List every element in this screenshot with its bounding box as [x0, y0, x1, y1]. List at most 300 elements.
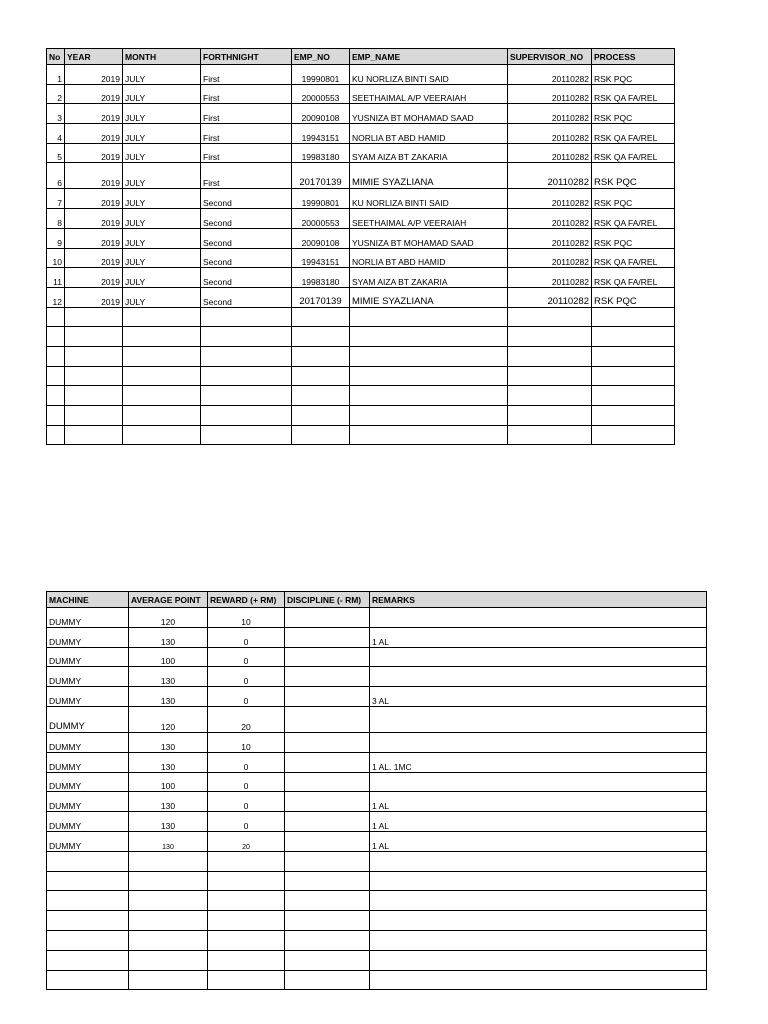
- cell-process: RSK PQC: [592, 104, 675, 124]
- empty-cell: [123, 327, 201, 347]
- empty-row: [47, 950, 707, 970]
- cell-no: 10: [47, 248, 65, 268]
- cell-discipline: [285, 772, 370, 792]
- table-row: [47, 104, 675, 124]
- cell-supervisor-no: 20110282: [508, 65, 592, 85]
- cell-year: 2019: [65, 124, 123, 144]
- header-emp-no: EMP_NO: [292, 49, 350, 65]
- table-row: [47, 812, 707, 832]
- cell-reward: 0: [208, 667, 285, 687]
- cell-emp-no: 19983180: [292, 268, 350, 288]
- empty-cell: [129, 911, 208, 931]
- cell-no: 3: [47, 104, 65, 124]
- cell-month: JULY: [123, 287, 201, 307]
- cell-forthnight: First: [201, 163, 292, 189]
- table-row: [47, 752, 707, 772]
- table-row: [47, 84, 675, 104]
- cell-year: 2019: [65, 209, 123, 229]
- header-month: MONTH: [123, 49, 201, 65]
- table-row: [47, 248, 675, 268]
- cell-remarks: 1 AL: [370, 812, 707, 832]
- cell-no: 4: [47, 124, 65, 144]
- cell-month: JULY: [123, 163, 201, 189]
- empty-cell: [508, 307, 592, 327]
- empty-cell: [208, 911, 285, 931]
- cell-process: RSK PQC: [592, 189, 675, 209]
- cell-month: JULY: [123, 268, 201, 288]
- empty-row: [47, 911, 707, 931]
- cell-discipline: [285, 647, 370, 667]
- cell-process: RSK QA FA/REL: [592, 268, 675, 288]
- cell-no: 9: [47, 228, 65, 248]
- cell-average-point: 130: [129, 831, 208, 851]
- cell-supervisor-no: 20110282: [508, 209, 592, 229]
- cell-remarks: [370, 647, 707, 667]
- cell-year: 2019: [65, 287, 123, 307]
- cell-reward: 0: [208, 687, 285, 707]
- empty-cell: [47, 366, 65, 386]
- cell-process: RSK QA FA/REL: [592, 248, 675, 268]
- empty-cell: [47, 970, 129, 990]
- cell-average-point: 100: [129, 772, 208, 792]
- cell-discipline: [285, 706, 370, 732]
- empty-cell: [47, 950, 129, 970]
- empty-row: [47, 891, 707, 911]
- empty-row: [47, 970, 707, 990]
- table-row: [47, 65, 675, 85]
- empty-cell: [65, 366, 123, 386]
- cell-emp-name: SYAM AIZA BT ZAKARIA: [350, 143, 508, 163]
- cell-machine: DUMMY: [47, 667, 129, 687]
- empty-cell: [208, 950, 285, 970]
- empty-cell: [201, 307, 292, 327]
- empty-row: [47, 406, 675, 426]
- table-row: [47, 608, 707, 628]
- empty-row: [47, 327, 675, 347]
- empty-row: [47, 366, 675, 386]
- cell-year: 2019: [65, 163, 123, 189]
- empty-cell: [292, 366, 350, 386]
- cell-process: RSK QA FA/REL: [592, 84, 675, 104]
- cell-emp-no: 20090108: [292, 228, 350, 248]
- cell-machine: DUMMY: [47, 752, 129, 772]
- cell-remarks: 1 AL: [370, 792, 707, 812]
- cell-reward: 10: [208, 608, 285, 628]
- empty-cell: [370, 970, 707, 990]
- cell-year: 2019: [65, 104, 123, 124]
- cell-average-point: 130: [129, 812, 208, 832]
- table-row: [47, 287, 675, 307]
- cell-no: 6: [47, 163, 65, 189]
- reward-table: [46, 591, 707, 990]
- empty-cell: [47, 406, 65, 426]
- empty-cell: [47, 307, 65, 327]
- empty-cell: [47, 911, 129, 931]
- table-row: [47, 209, 675, 229]
- empty-cell: [370, 950, 707, 970]
- header-supervisor-no: SUPERVISOR_NO: [508, 49, 592, 65]
- cell-supervisor-no: 20110282: [508, 143, 592, 163]
- cell-process: RSK QA FA/REL: [592, 124, 675, 144]
- empty-cell: [508, 386, 592, 406]
- cell-average-point: 120: [129, 706, 208, 732]
- cell-reward: 10: [208, 732, 285, 752]
- cell-emp-name: YUSNIZA BT MOHAMAD SAAD: [350, 228, 508, 248]
- empty-cell: [208, 871, 285, 891]
- empty-cell: [47, 851, 129, 871]
- cell-emp-name: SEETHAIMAL A/P VEERAIAH: [350, 209, 508, 229]
- empty-cell: [47, 386, 65, 406]
- cell-discipline: [285, 792, 370, 812]
- cell-machine: DUMMY: [47, 687, 129, 707]
- cell-emp-no: 19990801: [292, 65, 350, 85]
- table-header-row: [47, 592, 707, 608]
- table-row: [47, 667, 707, 687]
- cell-emp-name: NORLIA BT ABD HAMID: [350, 124, 508, 144]
- cell-process: RSK PQC: [592, 163, 675, 189]
- empty-row: [47, 871, 707, 891]
- empty-cell: [47, 930, 129, 950]
- cell-month: JULY: [123, 189, 201, 209]
- table-row: [47, 772, 707, 792]
- empty-cell: [592, 406, 675, 426]
- cell-forthnight: Second: [201, 209, 292, 229]
- empty-cell: [592, 346, 675, 366]
- cell-year: 2019: [65, 84, 123, 104]
- empty-cell: [123, 386, 201, 406]
- cell-month: JULY: [123, 209, 201, 229]
- cell-discipline: [285, 608, 370, 628]
- empty-cell: [292, 346, 350, 366]
- cell-emp-no: 19990801: [292, 189, 350, 209]
- empty-cell: [123, 346, 201, 366]
- cell-year: 2019: [65, 248, 123, 268]
- empty-cell: [129, 930, 208, 950]
- empty-row: [47, 851, 707, 871]
- empty-cell: [592, 386, 675, 406]
- table-row: [47, 228, 675, 248]
- empty-cell: [129, 970, 208, 990]
- cell-emp-no: 20000553: [292, 209, 350, 229]
- cell-supervisor-no: 20110282: [508, 287, 592, 307]
- cell-emp-name: SEETHAIMAL A/P VEERAIAH: [350, 84, 508, 104]
- cell-no: 7: [47, 189, 65, 209]
- empty-cell: [292, 307, 350, 327]
- cell-emp-no: 20170139: [292, 287, 350, 307]
- cell-reward: 0: [208, 812, 285, 832]
- empty-cell: [592, 366, 675, 386]
- empty-cell: [65, 346, 123, 366]
- cell-average-point: 130: [129, 792, 208, 812]
- empty-cell: [592, 327, 675, 347]
- empty-cell: [47, 891, 129, 911]
- cell-process: RSK QA FA/REL: [592, 209, 675, 229]
- empty-cell: [129, 871, 208, 891]
- cell-month: JULY: [123, 143, 201, 163]
- cell-remarks: 1 AL. 1MC: [370, 752, 707, 772]
- cell-remarks: 1 AL: [370, 831, 707, 851]
- cell-year: 2019: [65, 189, 123, 209]
- cell-reward: 0: [208, 752, 285, 772]
- cell-month: JULY: [123, 228, 201, 248]
- header-remarks: REMARKS: [370, 592, 707, 608]
- table-row: [47, 268, 675, 288]
- cell-forthnight: Second: [201, 189, 292, 209]
- cell-discipline: [285, 732, 370, 752]
- empty-cell: [285, 851, 370, 871]
- cell-supervisor-no: 20110282: [508, 268, 592, 288]
- cell-emp-name: SYAM AIZA BT ZAKARIA: [350, 268, 508, 288]
- cell-remarks: [370, 732, 707, 752]
- cell-emp-no: 20000553: [292, 84, 350, 104]
- header-discipline: DISCIPLINE (- RM): [285, 592, 370, 608]
- cell-no: 1: [47, 65, 65, 85]
- cell-machine: DUMMY: [47, 831, 129, 851]
- cell-supervisor-no: 20110282: [508, 248, 592, 268]
- cell-machine: DUMMY: [47, 812, 129, 832]
- cell-machine: DUMMY: [47, 732, 129, 752]
- empty-cell: [47, 327, 65, 347]
- cell-process: RSK PQC: [592, 287, 675, 307]
- cell-reward: 20: [208, 706, 285, 732]
- empty-cell: [292, 406, 350, 426]
- cell-emp-no: 19983180: [292, 143, 350, 163]
- cell-emp-name: MIMIE SYAZLIANA: [350, 163, 508, 189]
- cell-no: 8: [47, 209, 65, 229]
- empty-cell: [208, 970, 285, 990]
- cell-average-point: 120: [129, 608, 208, 628]
- cell-discipline: [285, 667, 370, 687]
- empty-cell: [129, 891, 208, 911]
- header-forthnight: FORTHNIGHT: [201, 49, 292, 65]
- empty-cell: [350, 425, 508, 445]
- cell-average-point: 130: [129, 752, 208, 772]
- cell-forthnight: First: [201, 124, 292, 144]
- cell-supervisor-no: 20110282: [508, 163, 592, 189]
- cell-forthnight: Second: [201, 248, 292, 268]
- empty-cell: [350, 406, 508, 426]
- empty-cell: [592, 307, 675, 327]
- cell-month: JULY: [123, 84, 201, 104]
- header-average-point: AVERAGE POINT: [129, 592, 208, 608]
- cell-remarks: [370, 706, 707, 732]
- cell-emp-name: KU NORLIZA BINTI SAID: [350, 189, 508, 209]
- table-row: [47, 647, 707, 667]
- cell-average-point: 130: [129, 627, 208, 647]
- empty-cell: [285, 950, 370, 970]
- table-row: [47, 792, 707, 812]
- cell-process: RSK PQC: [592, 65, 675, 85]
- empty-cell: [350, 307, 508, 327]
- table-row: [47, 732, 707, 752]
- cell-machine: DUMMY: [47, 627, 129, 647]
- cell-reward: 0: [208, 647, 285, 667]
- cell-average-point: 130: [129, 732, 208, 752]
- empty-cell: [208, 891, 285, 911]
- empty-cell: [129, 950, 208, 970]
- cell-no: 5: [47, 143, 65, 163]
- empty-cell: [508, 346, 592, 366]
- table-row: [47, 124, 675, 144]
- empty-cell: [201, 425, 292, 445]
- cell-average-point: 130: [129, 667, 208, 687]
- empty-cell: [370, 871, 707, 891]
- table-row: [47, 627, 707, 647]
- cell-forthnight: First: [201, 104, 292, 124]
- empty-cell: [508, 425, 592, 445]
- cell-supervisor-no: 20110282: [508, 84, 592, 104]
- empty-cell: [65, 307, 123, 327]
- empty-cell: [65, 406, 123, 426]
- cell-machine: DUMMY: [47, 647, 129, 667]
- cell-month: JULY: [123, 124, 201, 144]
- empty-cell: [292, 386, 350, 406]
- empty-cell: [370, 851, 707, 871]
- table-row: [47, 687, 707, 707]
- empty-cell: [350, 366, 508, 386]
- empty-cell: [201, 327, 292, 347]
- empty-cell: [129, 851, 208, 871]
- cell-emp-name: NORLIA BT ABD HAMID: [350, 248, 508, 268]
- empty-row: [47, 346, 675, 366]
- cell-forthnight: First: [201, 84, 292, 104]
- cell-reward: 20: [208, 831, 285, 851]
- cell-supervisor-no: 20110282: [508, 228, 592, 248]
- cell-remarks: [370, 772, 707, 792]
- empty-cell: [123, 425, 201, 445]
- cell-forthnight: First: [201, 65, 292, 85]
- empty-cell: [47, 425, 65, 445]
- header-no: No: [47, 49, 65, 65]
- empty-cell: [65, 386, 123, 406]
- table-row: [47, 831, 707, 851]
- cell-no: 11: [47, 268, 65, 288]
- cell-process: RSK PQC: [592, 228, 675, 248]
- cell-reward: 0: [208, 772, 285, 792]
- empty-cell: [370, 911, 707, 931]
- header-machine: MACHINE: [47, 592, 129, 608]
- cell-emp-no: 20170139: [292, 163, 350, 189]
- cell-supervisor-no: 20110282: [508, 189, 592, 209]
- empty-cell: [65, 425, 123, 445]
- empty-cell: [123, 307, 201, 327]
- cell-remarks: 1 AL: [370, 627, 707, 647]
- empty-cell: [285, 970, 370, 990]
- cell-month: JULY: [123, 248, 201, 268]
- empty-cell: [208, 930, 285, 950]
- header-year: YEAR: [65, 49, 123, 65]
- empty-cell: [370, 930, 707, 950]
- empty-cell: [285, 930, 370, 950]
- empty-cell: [47, 871, 129, 891]
- empty-cell: [508, 366, 592, 386]
- cell-forthnight: Second: [201, 228, 292, 248]
- cell-process: RSK QA FA/REL: [592, 143, 675, 163]
- empty-cell: [47, 346, 65, 366]
- empty-cell: [508, 406, 592, 426]
- empty-cell: [292, 327, 350, 347]
- cell-year: 2019: [65, 143, 123, 163]
- empty-cell: [592, 425, 675, 445]
- empty-cell: [285, 911, 370, 931]
- cell-month: JULY: [123, 65, 201, 85]
- header-process: PROCESS: [592, 49, 675, 65]
- cell-forthnight: First: [201, 143, 292, 163]
- empty-cell: [201, 346, 292, 366]
- cell-forthnight: Second: [201, 287, 292, 307]
- cell-remarks: [370, 667, 707, 687]
- empty-row: [47, 307, 675, 327]
- empty-row: [47, 930, 707, 950]
- empty-cell: [285, 891, 370, 911]
- empty-cell: [350, 327, 508, 347]
- table-row: [47, 163, 675, 189]
- empty-row: [47, 425, 675, 445]
- cell-year: 2019: [65, 228, 123, 248]
- table-row: [47, 706, 707, 732]
- cell-reward: 0: [208, 627, 285, 647]
- table-header-row: [47, 49, 675, 65]
- cell-machine: DUMMY: [47, 608, 129, 628]
- cell-year: 2019: [65, 65, 123, 85]
- cell-average-point: 100: [129, 647, 208, 667]
- table-row: [47, 189, 675, 209]
- empty-row: [47, 386, 675, 406]
- empty-cell: [285, 871, 370, 891]
- header-emp-name: EMP_NAME: [350, 49, 508, 65]
- cell-no: 12: [47, 287, 65, 307]
- cell-discipline: [285, 831, 370, 851]
- cell-discipline: [285, 752, 370, 772]
- cell-emp-name: YUSNIZA BT MOHAMAD SAAD: [350, 104, 508, 124]
- empty-cell: [508, 327, 592, 347]
- cell-emp-name: MIMIE SYAZLIANA: [350, 287, 508, 307]
- empty-cell: [292, 425, 350, 445]
- cell-year: 2019: [65, 268, 123, 288]
- cell-supervisor-no: 20110282: [508, 104, 592, 124]
- empty-cell: [350, 386, 508, 406]
- table-row: [47, 143, 675, 163]
- cell-machine: DUMMY: [47, 706, 129, 732]
- cell-emp-no: 19943151: [292, 248, 350, 268]
- cell-emp-no: 20090108: [292, 104, 350, 124]
- empty-cell: [201, 366, 292, 386]
- cell-discipline: [285, 627, 370, 647]
- header-reward: REWARD (+ RM): [208, 592, 285, 608]
- empty-cell: [201, 386, 292, 406]
- empty-cell: [370, 891, 707, 911]
- cell-supervisor-no: 20110282: [508, 124, 592, 144]
- empty-cell: [350, 346, 508, 366]
- cell-forthnight: Second: [201, 268, 292, 288]
- cell-emp-no: 19943151: [292, 124, 350, 144]
- cell-remarks: 3 AL: [370, 687, 707, 707]
- cell-remarks: [370, 608, 707, 628]
- empty-cell: [123, 406, 201, 426]
- empty-cell: [123, 366, 201, 386]
- employee-table: [46, 48, 675, 445]
- empty-cell: [65, 327, 123, 347]
- cell-emp-name: KU NORLIZA BINTI SAID: [350, 65, 508, 85]
- cell-no: 2: [47, 84, 65, 104]
- cell-discipline: [285, 687, 370, 707]
- cell-month: JULY: [123, 104, 201, 124]
- cell-average-point: 130: [129, 687, 208, 707]
- cell-reward: 0: [208, 792, 285, 812]
- cell-machine: DUMMY: [47, 772, 129, 792]
- cell-discipline: [285, 812, 370, 832]
- empty-cell: [208, 851, 285, 871]
